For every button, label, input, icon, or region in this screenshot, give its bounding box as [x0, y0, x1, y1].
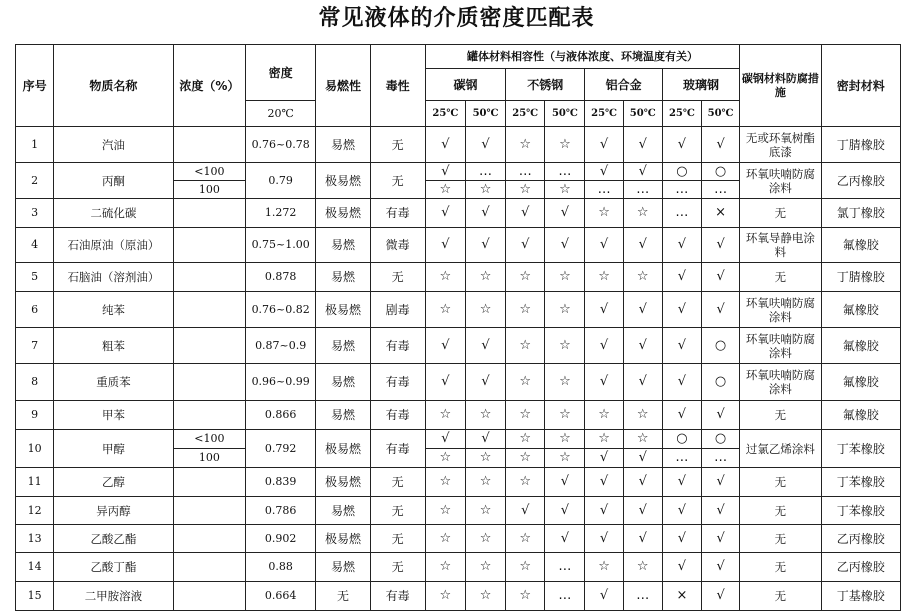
toxicity: 有毒 — [370, 401, 425, 430]
anticorrosion-measure: 环氧导静电涂料 — [740, 228, 821, 263]
table-row — [16, 553, 901, 582]
compat-mark: ☆ — [465, 525, 505, 553]
compat-mark: ☆ — [623, 553, 662, 582]
compat-mark: ☆ — [425, 449, 465, 468]
anticorrosion-measure: 环氧呋喃防腐涂料 — [740, 364, 821, 401]
compat-mark: ☆ — [506, 430, 545, 449]
concentration — [173, 525, 245, 553]
row-number: 6 — [16, 292, 54, 328]
substance-name: 汽油 — [54, 127, 174, 163]
header-seq: 序号 — [16, 45, 54, 127]
compat-mark: √ — [506, 497, 545, 525]
compat-mark: √ — [465, 228, 505, 263]
compat-mark: … — [545, 553, 585, 582]
header-material-carbon-steel: 碳钢 — [425, 69, 505, 101]
table-row — [16, 525, 901, 553]
flammability: 易燃 — [316, 263, 370, 292]
concentration — [173, 582, 245, 611]
flammability: 极易燃 — [316, 525, 370, 553]
flammability: 易燃 — [316, 401, 370, 430]
header-temp-25: 25℃ — [425, 101, 465, 127]
table-row — [16, 228, 901, 263]
anticorrosion-measure: 环氧呋喃防腐涂料 — [740, 328, 821, 364]
compat-mark: √ — [506, 199, 545, 228]
compat-mark: √ — [662, 328, 701, 364]
concentration — [173, 364, 245, 401]
concentration — [173, 401, 245, 430]
compat-mark: √ — [425, 364, 465, 401]
compat-mark: × — [662, 582, 701, 611]
compat-mark: ☆ — [545, 127, 585, 163]
flammability: 极易燃 — [316, 468, 370, 497]
concentration: <100 — [173, 163, 245, 181]
compat-mark: √ — [425, 328, 465, 364]
table-row — [16, 497, 901, 525]
compat-mark: √ — [623, 525, 662, 553]
toxicity: 微毒 — [370, 228, 425, 263]
row-number: 1 — [16, 127, 54, 163]
flammability: 易燃 — [316, 497, 370, 525]
seal-material: 丁腈橡胶 — [821, 263, 900, 292]
substance-name: 纯苯 — [54, 292, 174, 328]
compat-mark: ☆ — [506, 181, 545, 199]
row-number: 13 — [16, 525, 54, 553]
compat-mark: √ — [623, 228, 662, 263]
compat-mark: √ — [623, 292, 662, 328]
header-toxicity: 毒性 — [370, 45, 425, 127]
compat-mark: ☆ — [506, 328, 545, 364]
compat-mark: ☆ — [425, 553, 465, 582]
seal-material: 乙丙橡胶 — [821, 553, 900, 582]
table-row — [16, 263, 901, 292]
page-title: 常见液体的介质密度匹配表 — [318, 6, 595, 31]
header-flammability: 易燃性 — [316, 45, 370, 127]
anticorrosion-measure: 无 — [740, 199, 821, 228]
compat-mark: √ — [662, 364, 701, 401]
concentration — [173, 468, 245, 497]
compat-mark: √ — [623, 328, 662, 364]
compat-mark: ☆ — [506, 292, 545, 328]
anticorrosion-measure: 环氧呋喃防腐涂料 — [740, 163, 821, 199]
compat-mark: ☆ — [585, 199, 623, 228]
compat-mark: √ — [545, 199, 585, 228]
anticorrosion-measure: 无 — [740, 468, 821, 497]
row-number: 12 — [16, 497, 54, 525]
compat-mark: √ — [623, 163, 662, 181]
substance-name: 乙酸乙酯 — [54, 525, 174, 553]
seal-material: 乙丙橡胶 — [821, 525, 900, 553]
concentration: <100 — [173, 430, 245, 449]
toxicity: 有毒 — [370, 328, 425, 364]
substance-name: 异丙醇 — [54, 497, 174, 525]
toxicity: 无 — [370, 553, 425, 582]
compat-mark: … — [662, 449, 701, 468]
seal-material: 氯丁橡胶 — [821, 199, 900, 228]
compat-mark: √ — [585, 228, 623, 263]
toxicity: 无 — [370, 127, 425, 163]
substance-name: 乙酸丁酯 — [54, 553, 174, 582]
density: 0.786 — [246, 497, 316, 525]
table-row — [16, 199, 901, 228]
anticorrosion-measure: 无 — [740, 263, 821, 292]
compat-mark: … — [623, 181, 662, 199]
density: 0.839 — [246, 468, 316, 497]
compat-mark: … — [545, 163, 585, 181]
compat-mark: ☆ — [506, 582, 545, 611]
table-row — [16, 364, 901, 401]
compat-mark: √ — [506, 228, 545, 263]
compat-mark: √ — [702, 468, 740, 497]
toxicity: 剧毒 — [370, 292, 425, 328]
table-row — [16, 163, 901, 181]
toxicity: 有毒 — [370, 199, 425, 228]
compat-mark: √ — [465, 199, 505, 228]
header-temp-50: 50℃ — [465, 101, 505, 127]
table-row — [16, 582, 901, 611]
flammability: 易燃 — [316, 228, 370, 263]
seal-material: 氟橡胶 — [821, 292, 900, 328]
density: 0.87~0.9 — [246, 328, 316, 364]
compat-mark: ☆ — [545, 263, 585, 292]
row-number: 10 — [16, 430, 54, 468]
compat-mark: ☆ — [465, 582, 505, 611]
substance-name: 石脑油（溶剂油） — [54, 263, 174, 292]
compat-mark: √ — [585, 468, 623, 497]
compat-mark: √ — [662, 401, 701, 430]
anticorrosion-measure: 无 — [740, 497, 821, 525]
compat-mark: √ — [702, 525, 740, 553]
compat-mark: √ — [662, 263, 701, 292]
compat-mark: √ — [585, 525, 623, 553]
compat-mark: √ — [425, 228, 465, 263]
compat-mark: √ — [662, 497, 701, 525]
substance-name: 重质苯 — [54, 364, 174, 401]
compat-mark: ☆ — [425, 181, 465, 199]
compat-mark: ☆ — [545, 181, 585, 199]
density: 0.878 — [246, 263, 316, 292]
concentration — [173, 328, 245, 364]
row-number: 5 — [16, 263, 54, 292]
compat-mark: × — [702, 199, 740, 228]
media-density-table — [15, 44, 901, 611]
compat-mark: √ — [702, 582, 740, 611]
density: 1.272 — [246, 199, 316, 228]
compat-mark: ☆ — [465, 468, 505, 497]
header-temp-50: 50℃ — [545, 101, 585, 127]
compat-mark: ☆ — [506, 364, 545, 401]
seal-material: 丁苯橡胶 — [821, 497, 900, 525]
compat-mark: … — [662, 181, 701, 199]
table-body — [16, 127, 901, 611]
compat-mark: ○ — [702, 328, 740, 364]
compat-mark: √ — [465, 328, 505, 364]
compat-mark: … — [702, 181, 740, 199]
compat-mark: √ — [585, 163, 623, 181]
anticorrosion-measure: 无 — [740, 553, 821, 582]
concentration: 100 — [173, 449, 245, 468]
compat-mark: ☆ — [465, 497, 505, 525]
seal-material: 丁腈橡胶 — [821, 127, 900, 163]
substance-name: 甲苯 — [54, 401, 174, 430]
compat-mark: ☆ — [425, 401, 465, 430]
compat-mark: ☆ — [623, 263, 662, 292]
header-temp-25: 25℃ — [585, 101, 623, 127]
compat-mark: √ — [545, 228, 585, 263]
compat-mark: ○ — [662, 430, 701, 449]
compat-mark: √ — [465, 364, 505, 401]
compat-mark: ☆ — [545, 328, 585, 364]
compat-mark: ☆ — [425, 582, 465, 611]
row-number: 3 — [16, 199, 54, 228]
row-number: 2 — [16, 163, 54, 199]
concentration: 100 — [173, 181, 245, 199]
compat-mark: ☆ — [506, 401, 545, 430]
compat-mark: ○ — [702, 430, 740, 449]
table-row — [16, 468, 901, 497]
compat-mark: √ — [662, 468, 701, 497]
compat-mark: √ — [662, 127, 701, 163]
compat-mark: ☆ — [506, 263, 545, 292]
anticorrosion-measure: 无或环氧树酯底漆 — [740, 127, 821, 163]
toxicity: 无 — [370, 525, 425, 553]
compat-mark: √ — [623, 364, 662, 401]
row-number: 7 — [16, 328, 54, 364]
compat-mark: ☆ — [506, 525, 545, 553]
compat-mark: ☆ — [506, 553, 545, 582]
compat-mark: ☆ — [425, 525, 465, 553]
toxicity: 无 — [370, 497, 425, 525]
header-compatibility: 罐体材料相容性（与液体浓度、环境温度有关） — [425, 45, 739, 69]
anticorrosion-measure: 无 — [740, 582, 821, 611]
compat-mark: √ — [662, 292, 701, 328]
compat-mark: ☆ — [585, 553, 623, 582]
table-row — [16, 328, 901, 364]
substance-name: 甲醇 — [54, 430, 174, 468]
anticorrosion-measure: 无 — [740, 401, 821, 430]
compat-mark: √ — [465, 430, 505, 449]
compat-mark: √ — [585, 292, 623, 328]
toxicity: 有毒 — [370, 582, 425, 611]
header-temp-50: 50℃ — [702, 101, 740, 127]
flammability: 极易燃 — [316, 430, 370, 468]
header-temp-25: 25℃ — [506, 101, 545, 127]
compat-mark: ☆ — [623, 430, 662, 449]
density: 0.664 — [246, 582, 316, 611]
row-number: 9 — [16, 401, 54, 430]
header-temp-25: 25℃ — [662, 101, 701, 127]
row-number: 14 — [16, 553, 54, 582]
compat-mark: √ — [702, 292, 740, 328]
flammability: 易燃 — [316, 364, 370, 401]
anticorrosion-measure: 过氯乙烯涂料 — [740, 430, 821, 468]
compat-mark: ☆ — [465, 401, 505, 430]
flammability: 易燃 — [316, 553, 370, 582]
substance-name: 石油原油（原油） — [54, 228, 174, 263]
compat-mark: √ — [425, 163, 465, 181]
flammability: 极易燃 — [316, 292, 370, 328]
density: 0.96~0.99 — [246, 364, 316, 401]
compat-mark: … — [623, 582, 662, 611]
compat-mark: ☆ — [545, 449, 585, 468]
compat-mark: √ — [585, 497, 623, 525]
compat-mark: ☆ — [506, 468, 545, 497]
substance-name: 乙醇 — [54, 468, 174, 497]
seal-material: 乙丙橡胶 — [821, 163, 900, 199]
compat-mark: ☆ — [585, 401, 623, 430]
concentration — [173, 497, 245, 525]
compat-mark: √ — [702, 497, 740, 525]
density: 0.902 — [246, 525, 316, 553]
compat-mark: √ — [623, 497, 662, 525]
density: 0.88 — [246, 553, 316, 582]
compat-mark: √ — [465, 127, 505, 163]
compat-mark: ☆ — [623, 401, 662, 430]
density: 0.76~0.82 — [246, 292, 316, 328]
compat-mark: … — [662, 199, 701, 228]
density: 0.76~0.78 — [246, 127, 316, 163]
seal-material: 丁基橡胶 — [821, 582, 900, 611]
compat-mark: √ — [425, 430, 465, 449]
flammability: 无 — [316, 582, 370, 611]
flammability: 易燃 — [316, 127, 370, 163]
header-density: 密度 — [246, 45, 316, 101]
header-temp-50: 50℃ — [623, 101, 662, 127]
compat-mark: √ — [702, 263, 740, 292]
compat-mark: √ — [662, 228, 701, 263]
compat-mark: √ — [623, 468, 662, 497]
seal-material: 丁苯橡胶 — [821, 430, 900, 468]
compat-mark: ☆ — [425, 497, 465, 525]
concentration — [173, 553, 245, 582]
table-row — [16, 292, 901, 328]
seal-material: 氟橡胶 — [821, 401, 900, 430]
seal-material: 氟橡胶 — [821, 328, 900, 364]
header-seal: 密封材料 — [821, 45, 900, 127]
compat-mark: √ — [545, 468, 585, 497]
compat-mark: √ — [702, 228, 740, 263]
compat-mark: ☆ — [465, 181, 505, 199]
toxicity: 无 — [370, 263, 425, 292]
compat-mark: ☆ — [623, 199, 662, 228]
compat-mark: ☆ — [465, 553, 505, 582]
compat-mark: ☆ — [465, 292, 505, 328]
compat-mark: ○ — [702, 163, 740, 181]
compat-mark: ☆ — [545, 364, 585, 401]
header-material-aluminum: 铝合金 — [585, 69, 662, 101]
concentration — [173, 263, 245, 292]
toxicity: 有毒 — [370, 430, 425, 468]
header-density-temp: 20℃ — [246, 101, 316, 127]
density: 0.866 — [246, 401, 316, 430]
flammability: 极易燃 — [316, 163, 370, 199]
compat-mark: √ — [545, 525, 585, 553]
anticorrosion-measure: 环氧呋喃防腐涂料 — [740, 292, 821, 328]
substance-name: 二甲胺溶液 — [54, 582, 174, 611]
compat-mark: √ — [662, 553, 701, 582]
header-concentration: 浓度（%） — [173, 45, 245, 127]
substance-name: 二硫化碳 — [54, 199, 174, 228]
toxicity: 无 — [370, 163, 425, 199]
compat-mark: … — [465, 163, 505, 181]
density: 0.75~1.00 — [246, 228, 316, 263]
compat-mark: √ — [585, 582, 623, 611]
density: 0.792 — [246, 430, 316, 468]
substance-name: 粗苯 — [54, 328, 174, 364]
compat-mark: ☆ — [465, 263, 505, 292]
compat-mark: ☆ — [545, 430, 585, 449]
compat-mark: ☆ — [585, 430, 623, 449]
concentration — [173, 228, 245, 263]
compat-mark: ☆ — [585, 263, 623, 292]
compat-mark: … — [585, 181, 623, 199]
compat-mark: √ — [585, 449, 623, 468]
table-row — [16, 430, 901, 449]
density: 0.79 — [246, 163, 316, 199]
compat-mark: … — [702, 449, 740, 468]
row-number: 8 — [16, 364, 54, 401]
flammability: 易燃 — [316, 328, 370, 364]
flammability: 极易燃 — [316, 199, 370, 228]
header-name: 物质名称 — [54, 45, 174, 127]
compat-mark: √ — [585, 127, 623, 163]
concentration — [173, 199, 245, 228]
compat-mark: … — [545, 582, 585, 611]
compat-mark: ☆ — [425, 468, 465, 497]
seal-material: 丁苯橡胶 — [821, 468, 900, 497]
toxicity: 有毒 — [370, 364, 425, 401]
row-number: 11 — [16, 468, 54, 497]
seal-material: 氟橡胶 — [821, 364, 900, 401]
compat-mark: √ — [585, 364, 623, 401]
header-material-stainless: 不锈钢 — [506, 69, 585, 101]
table-row — [16, 401, 901, 430]
compat-mark: √ — [662, 525, 701, 553]
compat-mark: ☆ — [425, 263, 465, 292]
header-material-frp: 玻璃钢 — [662, 69, 739, 101]
compat-mark: √ — [623, 449, 662, 468]
compat-mark: √ — [702, 401, 740, 430]
compat-mark: √ — [702, 553, 740, 582]
row-number: 4 — [16, 228, 54, 263]
compat-mark: ○ — [702, 364, 740, 401]
compat-mark: ☆ — [465, 449, 505, 468]
seal-material: 氟橡胶 — [821, 228, 900, 263]
compat-mark: √ — [585, 328, 623, 364]
compat-mark: √ — [545, 497, 585, 525]
compat-mark: √ — [425, 127, 465, 163]
concentration — [173, 292, 245, 328]
compat-mark: ☆ — [545, 292, 585, 328]
table-row — [16, 127, 901, 163]
compat-mark: ☆ — [506, 449, 545, 468]
substance-name: 丙酮 — [54, 163, 174, 199]
compat-mark: ☆ — [425, 292, 465, 328]
concentration — [173, 127, 245, 163]
compat-mark: ○ — [662, 163, 701, 181]
anticorrosion-measure: 无 — [740, 525, 821, 553]
toxicity: 无 — [370, 468, 425, 497]
compat-mark: ☆ — [545, 401, 585, 430]
compat-mark: ☆ — [506, 127, 545, 163]
compat-mark: … — [506, 163, 545, 181]
compat-mark: √ — [623, 127, 662, 163]
compat-mark: √ — [425, 199, 465, 228]
row-number: 15 — [16, 582, 54, 611]
header-anticorrosion: 碳钢材料防腐措施 — [740, 45, 821, 127]
compat-mark: √ — [702, 127, 740, 163]
